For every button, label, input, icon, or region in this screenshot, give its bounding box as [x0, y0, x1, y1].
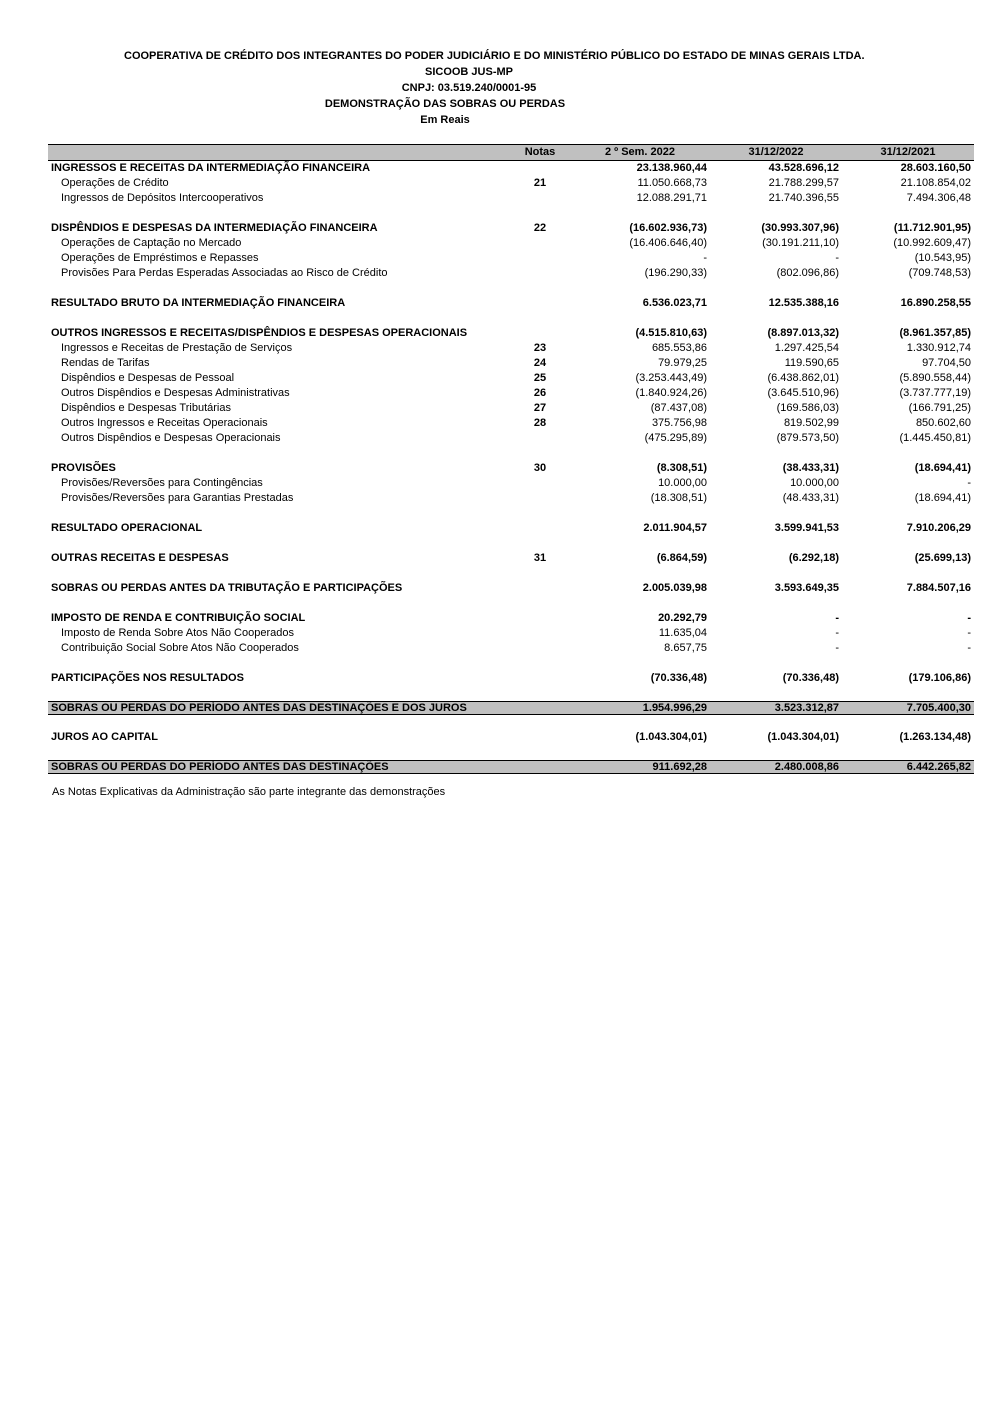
- row-notes: 31: [533, 552, 547, 564]
- spacer-cell: [48, 506, 974, 521]
- row-label: JUROS AO CAPITAL: [51, 731, 158, 743]
- row-value-31-12-2022: (1.043.304,01): [767, 731, 839, 743]
- row-label: IMPOSTO DE RENDA E CONTRIBUIÇÃO SOCIAL: [51, 612, 306, 624]
- row-label: PARTICIPAÇÕES NOS RESULTADOS: [51, 672, 244, 684]
- row-value-31-12-2021: (166.791,25): [908, 402, 971, 414]
- spacer-cell: [48, 596, 974, 611]
- row-value-31-12-2021: 6.442.265,82: [842, 761, 974, 774]
- row-value-31-12-2021: (179.106,86): [908, 672, 971, 684]
- row-value-2sem-2022: 2.005.039,98: [642, 582, 707, 594]
- row-notes: [510, 491, 570, 506]
- table-row: [48, 341, 974, 356]
- row-notes: [510, 296, 570, 311]
- table-row: [48, 236, 974, 251]
- row-value-31-12-2022: 10.000,00: [790, 477, 839, 489]
- row-value-31-12-2021: (10.992.609,47): [893, 237, 971, 249]
- row-value-31-12-2021: -: [967, 612, 971, 624]
- header-col-31-12-2021: 31/12/2021: [842, 145, 974, 161]
- row-value-2sem-2022: 8.657,75: [664, 642, 707, 654]
- row-notes: [510, 626, 570, 641]
- currency-unit: Em Reais: [420, 114, 470, 126]
- row-value-2sem-2022: (18.308,51): [650, 492, 707, 504]
- spacer-row: [48, 686, 974, 702]
- header-description: [48, 145, 510, 161]
- row-notes: 28: [533, 417, 547, 429]
- row-notes: 27: [533, 402, 547, 414]
- row-label: Outros Dispêndios e Despesas Operacionais: [61, 432, 281, 444]
- spacer-cell: [48, 311, 974, 326]
- cnpj: CNPJ: 03.519.240/0001-95: [401, 82, 537, 94]
- row-notes: [510, 521, 570, 536]
- table-body: [48, 161, 974, 774]
- table-row: [48, 476, 974, 491]
- row-label: Provisões Para Perdas Esperadas Associadas ao Risco de Crédito: [61, 267, 388, 279]
- section-row: [48, 326, 974, 341]
- spacer-cell: [48, 281, 974, 296]
- row-value-31-12-2021: 21.108.854,02: [900, 177, 971, 189]
- row-label: OUTRAS RECEITAS E DESPESAS: [51, 552, 229, 564]
- row-notes: [510, 476, 570, 491]
- row-notes: [510, 161, 570, 177]
- row-value-2sem-2022: (1.043.304,01): [635, 731, 707, 743]
- row-value-2sem-2022: (6.864,59): [656, 552, 707, 564]
- row-value-31-12-2022: (879.573,50): [776, 432, 839, 444]
- row-value-2sem-2022: 12.088.291,71: [636, 192, 707, 204]
- row-value-31-12-2021: 7.884.507,16: [906, 582, 971, 594]
- row-value-31-12-2021: 97.704,50: [922, 357, 971, 369]
- row-value-31-12-2021: (25.699,13): [914, 552, 971, 564]
- row-notes: 30: [533, 462, 547, 474]
- row-value-31-12-2022: (30.993.307,96): [761, 222, 839, 234]
- row-value-31-12-2021: (10.543,95): [914, 252, 971, 264]
- row-value-31-12-2022: 3.593.649,35: [774, 582, 839, 594]
- row-value-31-12-2022: (6.438.862,01): [767, 372, 839, 384]
- row-value-2sem-2022: (8.308,51): [656, 462, 707, 474]
- spacer-row: [48, 656, 974, 671]
- spacer-cell: [48, 686, 974, 702]
- row-label: SOBRAS OU PERDAS DO PERÍODO ANTES DAS DESTINAÇÕES E DOS JUROS: [48, 702, 510, 715]
- row-value-2sem-2022: 20.292,79: [658, 612, 707, 624]
- row-value-31-12-2022: 819.502,99: [783, 417, 839, 429]
- row-value-31-12-2021: 1.330.912,74: [906, 342, 971, 354]
- spacer-row: [48, 596, 974, 611]
- row-value-2sem-2022: 79.979,25: [658, 357, 707, 369]
- spacer-row: [48, 506, 974, 521]
- row-value-2sem-2022: (16.406.646,40): [629, 237, 707, 249]
- header-col-2sem-2022: 2 º Sem. 2022: [570, 145, 710, 161]
- section-row: [48, 551, 974, 566]
- row-value-31-12-2021: 7.705.400,30: [842, 702, 974, 715]
- row-value-31-12-2021: (11.712.901,95): [893, 222, 971, 234]
- row-label: SOBRAS OU PERDAS ANTES DA TRIBUTAÇÃO E PARTICIPAÇÕES: [51, 582, 403, 594]
- section-row: [48, 521, 974, 536]
- row-value-2sem-2022: 10.000,00: [658, 477, 707, 489]
- brand-name: SICOOB JUS-MP: [424, 66, 513, 78]
- row-value-2sem-2022: (16.602.936,73): [629, 222, 707, 234]
- row-value-31-12-2021: (8.961.357,85): [899, 327, 971, 339]
- row-label: Contribuição Social Sobre Atos Não Cooperados: [61, 642, 299, 654]
- table-row: [48, 356, 974, 371]
- row-value-31-12-2021: (18.694,41): [914, 492, 971, 504]
- row-label: Operações de Captação no Mercado: [61, 237, 242, 249]
- income-statement-table: [48, 144, 974, 774]
- spacer-row: [48, 745, 974, 761]
- section-row: [48, 730, 974, 745]
- row-label: Operações de Crédito: [61, 177, 169, 189]
- table-row: [48, 626, 974, 641]
- table-row: [48, 491, 974, 506]
- table-row: [48, 641, 974, 656]
- row-value-2sem-2022: (4.515.810,63): [635, 327, 707, 339]
- footnote: As Notas Explicativas da Administração são parte integrante das demonstrações: [52, 786, 446, 798]
- row-notes: [510, 761, 570, 774]
- row-label: Provisões/Reversões para Garantias Prestadas: [61, 492, 294, 504]
- section-row: [48, 671, 974, 686]
- row-notes: [510, 641, 570, 656]
- total-row: [48, 702, 974, 715]
- header-notes: Notas: [510, 145, 570, 161]
- row-label: RESULTADO OPERACIONAL: [51, 522, 203, 534]
- spacer-row: [48, 311, 974, 326]
- table-row: [48, 266, 974, 281]
- row-value-2sem-2022: (87.437,08): [650, 402, 707, 414]
- row-value-31-12-2021: (18.694,41): [914, 462, 971, 474]
- row-value-2sem-2022: 23.138.960,44: [636, 162, 707, 174]
- row-notes: [510, 326, 570, 341]
- spacer-cell: [48, 566, 974, 581]
- row-value-31-12-2021: -: [967, 627, 971, 639]
- row-notes: [510, 702, 570, 715]
- row-value-31-12-2021: (709.748,53): [908, 267, 971, 279]
- row-value-2sem-2022: -: [703, 252, 707, 264]
- row-value-31-12-2021: 28.603.160,50: [900, 162, 971, 174]
- section-row: [48, 461, 974, 476]
- row-value-31-12-2021: 7.494.306,48: [906, 192, 971, 204]
- row-notes: 23: [533, 342, 547, 354]
- row-value-31-12-2022: 1.297.425,54: [774, 342, 839, 354]
- row-value-2sem-2022: 375.756,98: [651, 417, 707, 429]
- row-label: RESULTADO BRUTO DA INTERMEDIAÇÃO FINANCEIRA: [51, 297, 346, 309]
- spacer-cell: [48, 536, 974, 551]
- row-label: Dispêndios e Despesas de Pessoal: [61, 372, 235, 384]
- row-value-2sem-2022: 1.954.996,29: [570, 702, 710, 715]
- section-row: [48, 296, 974, 311]
- section-row: [48, 581, 974, 596]
- spacer-row: [48, 446, 974, 461]
- row-value-31-12-2022: (169.586,03): [776, 402, 839, 414]
- row-value-31-12-2022: 21.788.299,57: [768, 177, 839, 189]
- row-notes: [510, 266, 570, 281]
- row-value-31-12-2022: 43.528.696,12: [768, 162, 839, 174]
- row-value-31-12-2022: (8.897.013,32): [767, 327, 839, 339]
- row-value-2sem-2022: 685.553,86: [651, 342, 707, 354]
- total-row: [48, 761, 974, 774]
- row-value-31-12-2021: 850.602,60: [915, 417, 971, 429]
- row-value-31-12-2022: 119.590,65: [784, 357, 839, 369]
- row-value-31-12-2021: (1.263.134,48): [899, 731, 971, 743]
- row-value-2sem-2022: 2.011.904,57: [643, 522, 707, 534]
- statement-title: DEMONSTRAÇÃO DAS SOBRAS OU PERDAS: [324, 98, 566, 110]
- table-row: [48, 371, 974, 386]
- row-value-31-12-2022: -: [835, 627, 839, 639]
- row-label: Outros Dispêndios e Despesas Administrativas: [61, 387, 290, 399]
- header-line-company: [0, 48, 1000, 64]
- table-row: [48, 251, 974, 266]
- row-value-31-12-2022: (802.096,86): [776, 267, 839, 279]
- table-row: [48, 176, 974, 191]
- row-value-31-12-2021: (3.737.777,19): [899, 387, 971, 399]
- header-line-title: [0, 96, 1000, 112]
- row-value-31-12-2021: (1.445.450,81): [899, 432, 971, 444]
- row-label: PROVISÕES: [51, 462, 116, 474]
- row-label: DISPÊNDIOS E DESPESAS DA INTERMEDIAÇÃO FINANCEIRA: [51, 222, 378, 234]
- row-value-2sem-2022: (70.336,48): [650, 672, 707, 684]
- row-value-31-12-2022: -: [835, 252, 839, 264]
- row-value-31-12-2022: 3.523.312,87: [710, 702, 842, 715]
- header-line-brand: [0, 64, 1000, 80]
- table-row: [48, 416, 974, 431]
- table-row: [48, 401, 974, 416]
- row-label: Ingressos e Receitas de Prestação de Serviços: [61, 342, 293, 354]
- row-value-31-12-2021: -: [967, 642, 971, 654]
- row-label: Rendas de Tarifas: [61, 357, 150, 369]
- spacer-row: [48, 715, 974, 731]
- table-header-row: [48, 145, 974, 161]
- spacer-cell: [48, 715, 974, 731]
- header-col-31-12-2022: 31/12/2022: [710, 145, 842, 161]
- row-label: INGRESSOS E RECEITAS DA INTERMEDIAÇÃO FINANCEIRA: [51, 162, 371, 174]
- row-notes: [510, 671, 570, 686]
- row-notes: [510, 236, 570, 251]
- spacer-row: [48, 281, 974, 296]
- row-value-31-12-2022: 3.599.941,53: [774, 522, 839, 534]
- spacer-cell: [48, 656, 974, 671]
- row-label: Operações de Empréstimos e Repasses: [61, 252, 259, 264]
- row-notes: [510, 611, 570, 626]
- row-value-31-12-2022: (38.433,31): [782, 462, 839, 474]
- row-value-31-12-2022: 2.480.008,86: [710, 761, 842, 774]
- row-label: Dispêndios e Despesas Tributárias: [61, 402, 231, 414]
- table-row: [48, 386, 974, 401]
- row-value-2sem-2022: 11.050.668,73: [637, 177, 707, 189]
- row-label: Outros Ingressos e Receitas Operacionais: [61, 417, 268, 429]
- row-value-31-12-2022: (70.336,48): [782, 672, 839, 684]
- row-value-31-12-2022: (3.645.510,96): [767, 387, 839, 399]
- spacer-cell: [48, 206, 974, 221]
- document-header: [0, 48, 1000, 128]
- row-notes: [510, 251, 570, 266]
- row-value-31-12-2022: (6.292,18): [788, 552, 839, 564]
- row-label: OUTROS INGRESSOS E RECEITAS/DISPÊNDIOS E DESPESAS OPERACIONAIS: [51, 327, 468, 339]
- spacer-row: [48, 536, 974, 551]
- row-notes: [510, 730, 570, 745]
- row-value-31-12-2022: 12.535.388,16: [768, 297, 839, 309]
- row-notes: [510, 191, 570, 206]
- row-label: Ingressos de Depósitos Intercooperativos: [61, 192, 264, 204]
- row-value-31-12-2022: -: [835, 612, 839, 624]
- row-value-2sem-2022: (196.290,33): [644, 267, 707, 279]
- row-value-2sem-2022: 11.635,04: [658, 627, 707, 639]
- row-label: Imposto de Renda Sobre Atos Não Cooperados: [61, 627, 294, 639]
- spacer-cell: [48, 446, 974, 461]
- section-row: [48, 161, 974, 177]
- company-name: COOPERATIVA DE CRÉDITO DOS INTEGRANTES DO PODER JUDICIÁRIO E DO MINISTÉRIO PÚBLICO DO ESTADO DE MINAS GERAIS LTDA.: [124, 50, 865, 62]
- row-notes: 26: [533, 387, 547, 399]
- row-value-31-12-2022: -: [835, 642, 839, 654]
- row-value-31-12-2021: 16.890.258,55: [900, 297, 971, 309]
- table-row: [48, 431, 974, 446]
- row-value-2sem-2022: (475.295,89): [644, 432, 707, 444]
- spacer-row: [48, 206, 974, 221]
- spacer-cell: [48, 745, 974, 761]
- row-notes: 22: [533, 222, 547, 234]
- row-notes: [510, 431, 570, 446]
- row-value-2sem-2022: 911.692,28: [570, 761, 710, 774]
- table-row: [48, 191, 974, 206]
- row-value-31-12-2022: (48.433,31): [782, 492, 839, 504]
- row-value-2sem-2022: (1.840.924,26): [635, 387, 707, 399]
- row-notes: 25: [533, 372, 547, 384]
- header-line-unit: [0, 112, 1000, 128]
- row-value-31-12-2022: 21.740.396,55: [768, 192, 839, 204]
- spacer-row: [48, 566, 974, 581]
- row-value-31-12-2021: 7.910.206,29: [906, 522, 971, 534]
- row-notes: 21: [533, 177, 547, 189]
- row-value-31-12-2021: (5.890.558,44): [899, 372, 971, 384]
- row-value-2sem-2022: 6.536.023,71: [642, 297, 707, 309]
- section-row: [48, 221, 974, 236]
- row-label: Provisões/Reversões para Contingências: [61, 477, 263, 489]
- row-value-31-12-2021: -: [967, 477, 971, 489]
- row-value-2sem-2022: (3.253.443,49): [635, 372, 707, 384]
- row-notes: 24: [533, 357, 547, 369]
- row-label: SOBRAS OU PERDAS DO PERÍODO ANTES DAS DESTINAÇÕES: [48, 761, 510, 774]
- header-line-cnpj: [0, 80, 1000, 96]
- row-notes: [510, 581, 570, 596]
- row-value-31-12-2022: (30.191.211,10): [762, 237, 839, 249]
- section-row: [48, 611, 974, 626]
